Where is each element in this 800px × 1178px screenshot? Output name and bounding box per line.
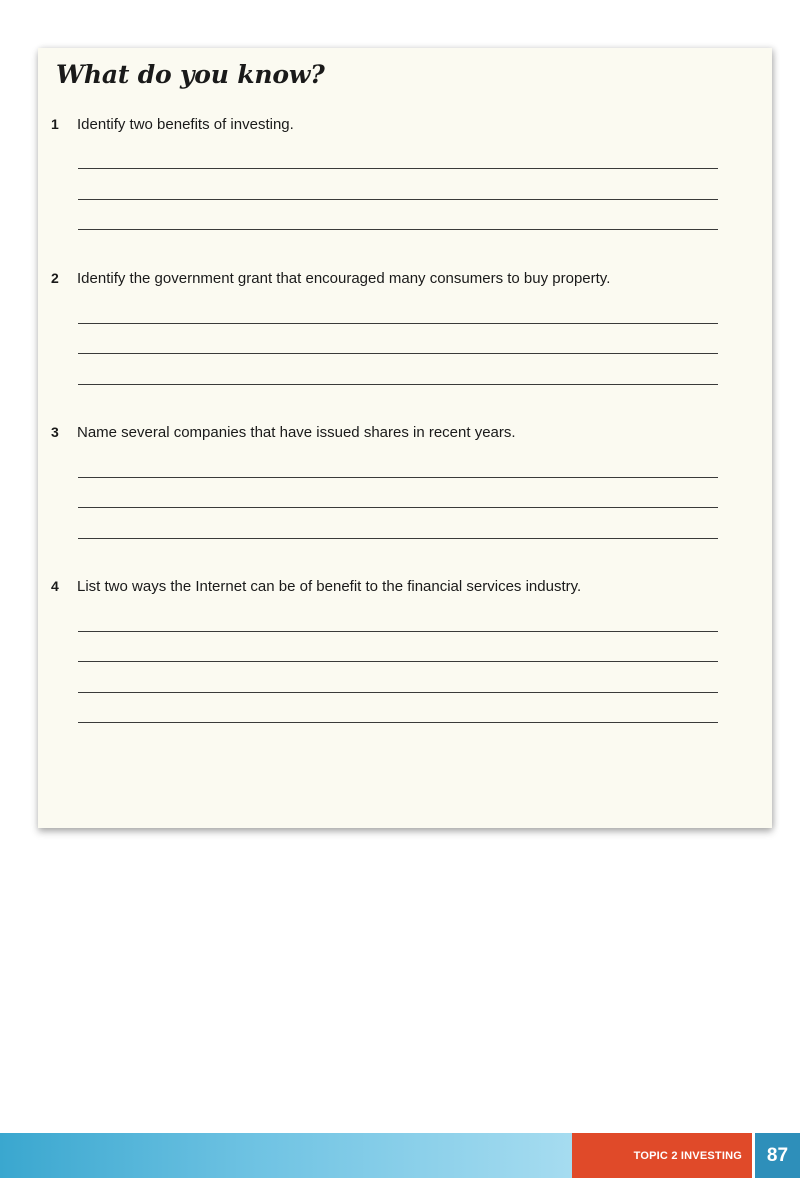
question-number: 2 [51,270,59,286]
answer-line[interactable] [78,722,718,723]
answer-line[interactable] [78,477,718,478]
topic-label: TOPIC 2 INVESTING [572,1133,752,1178]
answer-line[interactable] [78,199,718,200]
footer-band [0,1133,572,1178]
answer-line[interactable] [78,353,718,354]
answer-line[interactable] [78,538,718,539]
question-text: Name several companies that have issued shares in recent years. [77,424,516,441]
answer-line[interactable] [78,692,718,693]
question-number: 1 [51,116,59,132]
answer-line[interactable] [78,168,718,169]
question-text: Identify two benefits of investing. [77,116,294,133]
answer-line[interactable] [78,323,718,324]
worksheet-title: What do you know? [56,60,325,89]
answer-line[interactable] [78,384,718,385]
answer-line[interactable] [78,507,718,508]
question-number: 3 [51,424,59,440]
question-number: 4 [51,578,59,594]
answer-line[interactable] [78,661,718,662]
answer-line[interactable] [78,631,718,632]
worksheet-card [38,48,772,828]
answer-line[interactable] [78,229,718,230]
question-text: List two ways the Internet can be of benefit to the financial services industry. [77,578,582,595]
question-text: Identify the government grant that encouraged many consumers to buy property. [77,270,611,287]
page-number: 87 [755,1133,800,1178]
